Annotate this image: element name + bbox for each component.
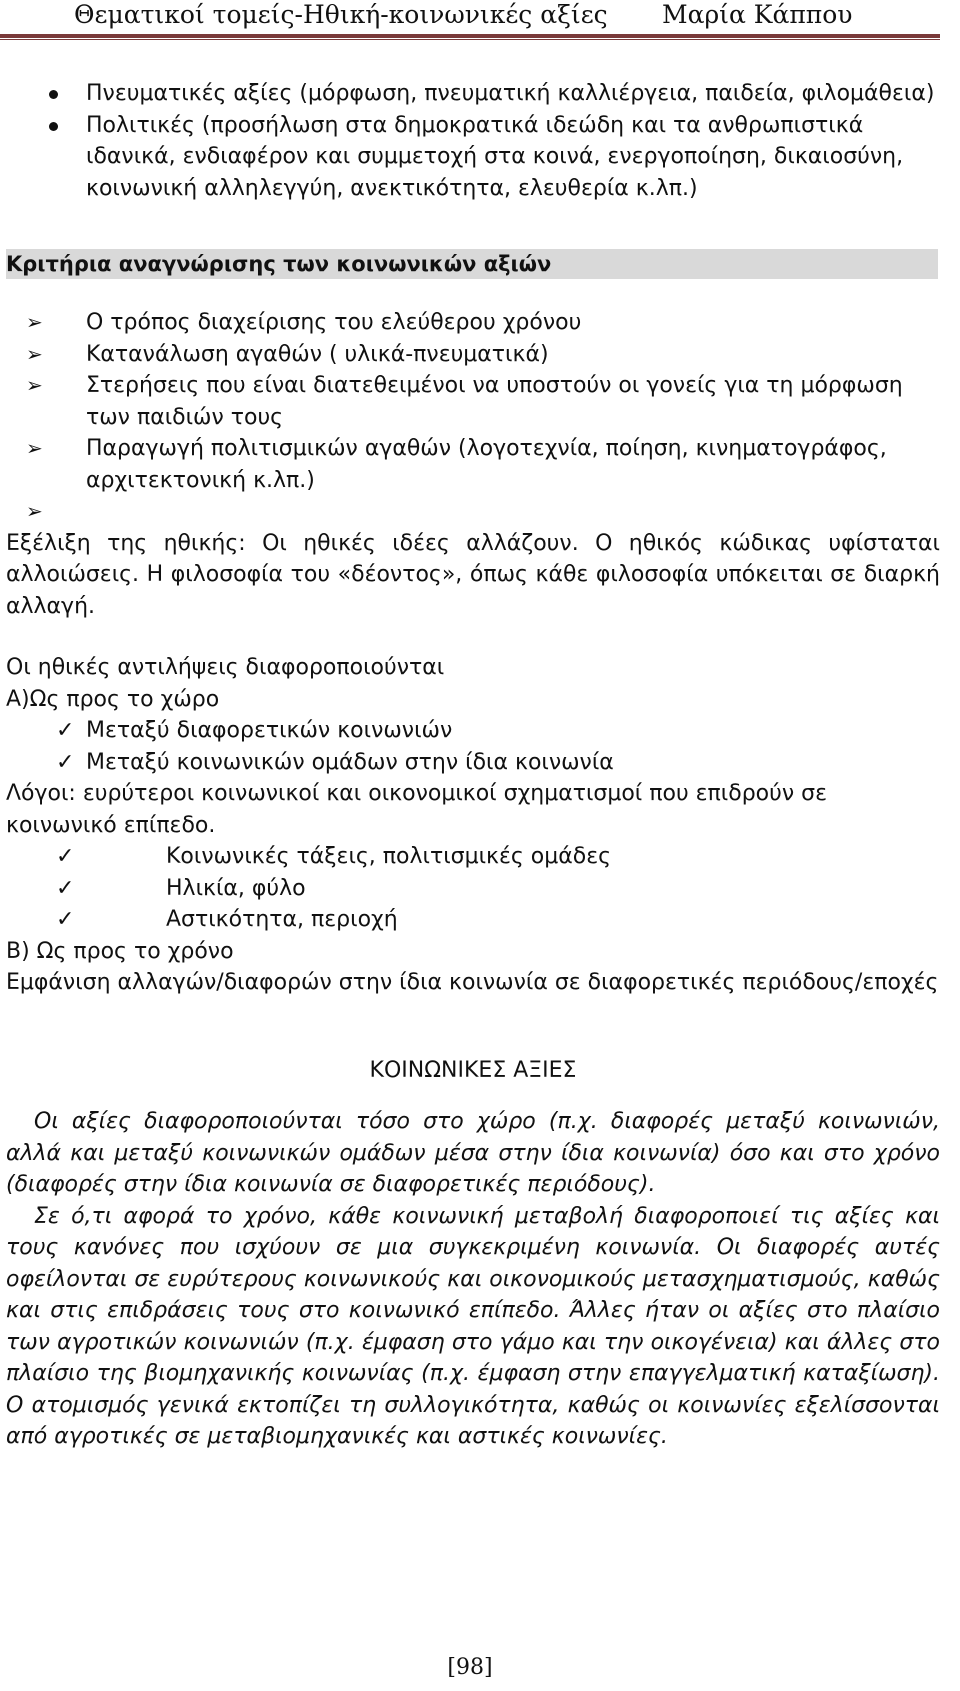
list-item-text: Αστικότητα, περιοχή [166, 907, 398, 932]
reasons-paragraph: Λόγοι: ευρύτεροι κοινωνικοί και οικονομικοί σχηματισμοί που επιδρούν σε κοινωνικό επίπεδο. [6, 781, 827, 838]
section-heading: Κριτήρια αναγνώρισης των κοινωνικών αξιών [6, 249, 938, 279]
space-check-list [6, 715, 940, 778]
time-paragraph: Εμφάνιση αλλαγών/διαφορών στην ίδια κοινωνία σε διαφορετικές περιόδους/εποχές [6, 970, 939, 995]
check-icon: ✓ [56, 718, 75, 743]
social-values-title: ΚΟΙΝΩΝΙΚΕΣ ΑΞΙΕΣ [369, 1057, 577, 1083]
arrow-bullet-icon: ➢ [26, 373, 43, 397]
header-rule-thin [0, 39, 940, 40]
list-item: Πολιτικές (προσήλωση στα δημοκρατικά ιδεώδη και τα ανθρωπιστικά ιδανικά, ενδιαφέρον και συμμετοχή στα κοινά, ενεργοποίηση, δικαιοσύνη, κοινωνική αλληλεγγύη, ανεκτικότητα, ελευθερία κ.λπ.) [6, 110, 940, 205]
space-heading: Α)Ως προς το χώρο [6, 686, 220, 712]
list-item-text: Ο τρόπος διαχείρισης του ελεύθερου χρόνου [86, 310, 582, 335]
list-item-text: Στερήσεις που είναι διατεθειμένοι να υποστούν οι γονείς για τη μόρφωση των παιδιών τους [86, 373, 903, 430]
list-item [6, 433, 940, 496]
check-icon: ✓ [56, 875, 75, 901]
list-item [6, 747, 940, 779]
list-item-text: Κοινωνικές τάξεις, πολιτισμικές ομάδες [166, 844, 612, 869]
page-number: [98] [447, 1655, 493, 1680]
list-item-text: Μεταξύ διαφορετικών κοινωνιών [86, 718, 453, 743]
value-bullet-list [6, 78, 940, 204]
list-item: Πνευματικές αξίες (μόρφωση, πνευματική καλλιέργεια, παιδεία, φιλομάθεια) [6, 78, 940, 110]
list-item [6, 307, 940, 339]
list-item-text: Παραγωγή πολιτισμικών αγαθών (λογοτεχνία, ποίηση, κινηματογράφος, αρχιτεκτονική κ.λπ.) [86, 436, 887, 493]
list-item [6, 715, 940, 747]
list-item-text: Μεταξύ κοινωνικών ομάδων στην ίδια κοινωνία [86, 749, 614, 775]
header-title: Θεματικοί τομείς-Ηθική-κοινωνικές αξίες [74, 0, 608, 29]
check-icon: ✓ [56, 749, 75, 775]
list-item [6, 370, 940, 433]
arrow-bullet-icon: ➢ [26, 436, 43, 460]
paragraph: Σε ό,τι αφορά το χρόνο, κάθε κοινωνική μεταβολή διαφοροποιεί τις αξίες και τους κανόνες που ισχύουν σε μια συγκεκριμένη κοινωνία. Οι διαφορές αυτές οφείλονται σε ευρύτερους κοινωνικούς και οικονομικούς μετασχηματισμούς, καθώς και στις επιδράσεις τους στο κοινωνικό επίπεδο. Άλλες ήταν οι αξίες στο πλαίσιο των αγροτικών κοινωνιών (π.χ. έμφαση στο γάμο και την οικογένεια) και άλλες στο πλαίσιο της βιομηχανικής κοινωνίας (π.χ. έμφαση στην επαγγελματική καταξίωση). Ο ατομισμός γενικά εκτοπίζει τη συλλογικότητα, καθώς οι κοινωνίες εξελίσσονται από αγροτικές σε μεταβιομηχανικές και αστικές κοινωνίες. [6, 1203, 940, 1449]
list-item [6, 841, 940, 873]
page-content [6, 78, 940, 1453]
list-item [6, 904, 940, 936]
header-author: Μαρία Κάππου [662, 0, 853, 29]
arrow-bullet-icon: ➢ [26, 499, 43, 523]
arrow-bullet-icon: ➢ [26, 341, 43, 366]
paragraph: Οι αξίες διαφοροποιούνται τόσο στο χώρο (π.χ. διαφορές μεταξύ κοινωνιών, αλλά και μεταξύ κοινωνικών ομάδων μέσα στην ίδια κοινωνία) όσο και στο χρόνο (διαφορές στην ίδια κοινωνία σε διαφορετικές περιόδους). [6, 1109, 940, 1197]
empty-arrow-item [6, 496, 940, 528]
list-item-text: Ηλικία, φύλο [166, 875, 306, 901]
check-icon: ✓ [56, 844, 75, 869]
reason-check-list [6, 841, 940, 936]
list-item [6, 873, 940, 905]
ethics-evolution-paragraph: Εξέλιξη της ηθικής: Οι ηθικές ιδέες αλλάζουν. Ο ηθικός κώδικας υφίσταται αλλοιώσεις. Η φιλοσοφία του «δέοντος», όπως κάθε φιλοσοφία υπόκειται σε διαρκή αλλαγή. [6, 530, 940, 619]
time-heading: Β) Ως προς το χρόνο [6, 938, 234, 964]
arrow-bullet-icon: ➢ [26, 310, 43, 334]
differentiation-intro: Οι ηθικές αντιλήψεις διαφοροποιούνται [6, 655, 445, 680]
list-item [6, 339, 940, 371]
social-values-text [6, 1106, 940, 1453]
list-item-text: Κατανάλωση αγαθών ( υλικά-πνευματικά) [86, 341, 549, 367]
header-rule [0, 34, 940, 38]
check-icon: ✓ [56, 907, 75, 932]
criteria-list [6, 307, 940, 496]
